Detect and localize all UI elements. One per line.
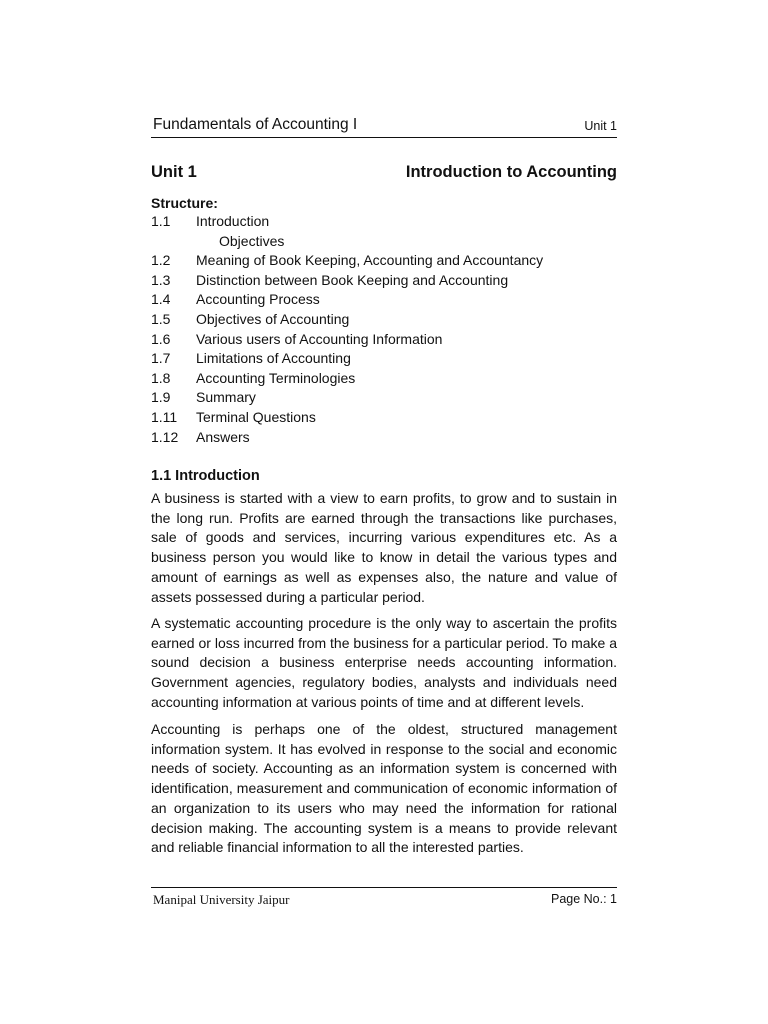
structure-item-label: Limitations of Accounting — [196, 350, 351, 367]
structure-subitem — [151, 232, 617, 252]
structure-item-number: 1.2 — [151, 252, 171, 269]
structure-item-number: 1.5 — [151, 310, 171, 327]
unit-heading — [151, 163, 617, 187]
structure-item — [151, 271, 617, 291]
structure-item-label: Objectives — [219, 232, 285, 249]
structure-item-label: Various users of Accounting Information — [196, 330, 443, 347]
body-paragraph: Accounting is perhaps one of the oldest, structured management information system. It has evolved in response to the social and economic needs of society. Accounting as an information system is concerned with identification, measurement and communication of economic information of an organization to its users who may need the information for rational decision making. The accounting system is a means to provide relevant and reliable financial information to all the interested parties. — [151, 721, 617, 856]
structure-item-number: 1.1 — [151, 213, 171, 229]
structure-item-number: 1.12 — [151, 428, 179, 445]
structure-item-label: Distinction between Book Keeping and Accounting — [196, 271, 509, 288]
structure-item — [151, 310, 617, 330]
structure-item — [151, 388, 617, 408]
structure-item-label: Terminal Questions — [196, 408, 316, 425]
structure-list — [151, 212, 617, 447]
structure-item — [151, 349, 617, 369]
unit-number: Unit 1 — [151, 163, 197, 181]
structure-item — [151, 212, 617, 232]
body-paragraph: A systematic accounting procedure is the only way to ascertain the profits earned or loss incurred from the business for a particular period. To make a sound decision a business enterprise needs accounting information. Government agencies, regulatory bodies, analysts and individuals need accounting information at various points of time and at different levels. — [151, 615, 617, 710]
structure-item — [151, 251, 617, 271]
unit-title: Introduction to Accounting — [405, 163, 617, 181]
structure-item-label: Objectives of Accounting — [196, 310, 350, 327]
structure-item-label: Accounting Process — [196, 291, 320, 308]
structure-label: Structure: — [151, 195, 218, 211]
structure-item-number: 1.9 — [151, 389, 171, 406]
section-heading: 1.1 Introduction — [151, 468, 260, 484]
body-paragraph: A business is started with a view to earn profits, to grow and to sustain in the long run. Profits are earned through the transactions like purchases, sale of goods and services, incurring various expenditures etc. As a business person you would like to know in detail the various types and amount of earnings as well as expenses also, the nature and value of assets possessed during a particular period. — [151, 490, 617, 605]
structure-item — [151, 290, 617, 310]
course-title: Fundamentals of Accounting I — [153, 116, 358, 133]
running-header — [151, 115, 617, 138]
structure-item-label: Accounting Terminologies — [196, 369, 356, 386]
structure-item — [151, 369, 617, 389]
header-unit-label: Unit 1 — [584, 119, 617, 133]
structure-item-label: Answers — [196, 428, 250, 445]
institution-name: Manipal University Jaipur — [153, 892, 290, 907]
running-footer — [151, 887, 617, 912]
structure-item-label: Introduction — [196, 213, 270, 229]
structure-item — [151, 428, 617, 448]
structure-item-number: 1.7 — [151, 350, 171, 367]
structure-item — [151, 330, 617, 350]
page-number: Page No.: 1 — [550, 892, 617, 906]
structure-item-number: 1.4 — [151, 291, 171, 308]
structure-item — [151, 408, 617, 428]
structure-item-number: 1.11 — [151, 408, 178, 425]
structure-item-label: Meaning of Book Keeping, Accounting and Accountancy — [196, 252, 544, 269]
structure-item-number: 1.8 — [151, 369, 171, 386]
structure-item-label: Summary — [196, 389, 256, 406]
structure-item-number: 1.6 — [151, 330, 171, 347]
document-page — [151, 0, 617, 1024]
structure-item-number: 1.3 — [151, 271, 171, 288]
